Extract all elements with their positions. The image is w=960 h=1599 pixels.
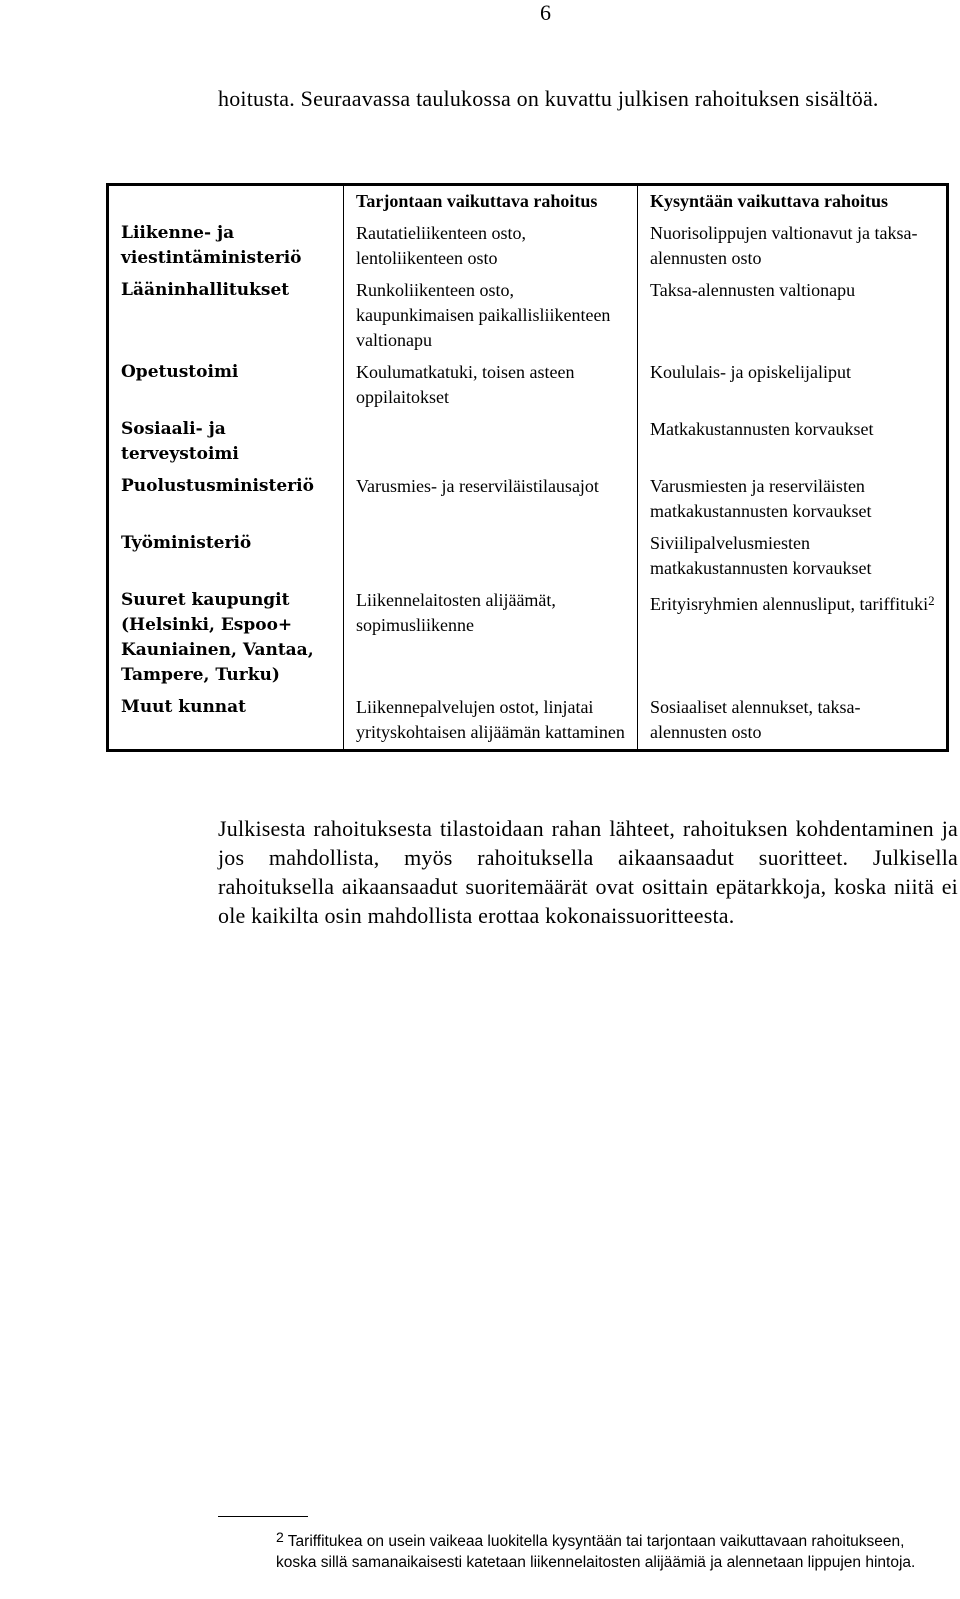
cell-supply: [344, 528, 638, 585]
cell-supply: [344, 414, 638, 471]
cell-demand: Siviilipalvelusmiesten matkakustannusten korvaukset: [638, 528, 948, 585]
cell-demand: [638, 585, 948, 692]
footnote-divider: [218, 1516, 308, 1517]
footnote-marker: 2: [276, 1529, 284, 1545]
header-actor: [108, 185, 344, 219]
cell-actor: Lääninhallitukset: [121, 280, 290, 300]
cell-supply: Varusmies- ja reserviläistilausajot: [344, 471, 638, 528]
cell-demand: Varusmiesten ja reserviläisten matkakustannusten korvaukset: [638, 471, 948, 528]
cell-actor: Liikenne- ja viestintäministeriö: [121, 223, 302, 268]
table-row: [108, 275, 948, 357]
footnote: [276, 1527, 946, 1573]
cell-actor: Työministeriö: [121, 533, 252, 553]
header-demand: Kysyntään vaikuttava rahoitus: [638, 185, 948, 219]
cell-demand: Koululais- ja opiskelijaliput: [638, 357, 948, 414]
cell-supply: Liikennelaitosten alijäämät, sopimusliikenne: [344, 585, 638, 692]
intro-paragraph: hoitusta. Seuraavassa taulukossa on kuvattu julkisen rahoituksen sisältöä.: [218, 86, 879, 111]
cell-supply: Runkoliikenteen osto, kaupunkimaisen paikallisliikenteen valtionapu: [344, 275, 638, 357]
table-row: [108, 218, 948, 275]
table-row: [108, 692, 948, 751]
table-row: [108, 585, 948, 692]
cell-supply: Koulumatkatuki, toisen asteen oppilaitokset: [344, 357, 638, 414]
cell-actor: Puolustusministeriö: [121, 476, 314, 496]
header-supply: Tarjontaan vaikuttava rahoitus: [344, 185, 638, 219]
footnote-text: Tariffitukea on usein vaikeaa luokitella kysyntään tai tarjontaan vaikuttavaan rahoitukseen, koska sillä samanaikaisesti katetaan liikennelaitosten alijäämiä ja alennetaan lippujen hintoja.: [276, 1533, 916, 1571]
cell-supply: Rautatieliikenteen osto, lentoliikenteen osto: [344, 218, 638, 275]
cell-demand: Matkakustannusten korvaukset: [638, 414, 948, 471]
cell-actor: Muut kunnat: [121, 697, 247, 717]
cell-demand: Taksa-alennusten valtionapu: [638, 275, 948, 357]
cell-actor: Suuret kaupungit (Helsinki, Espoo+ Kauniainen, Vantaa, Tampere, Turku): [121, 590, 314, 685]
footnote-reference: 2: [928, 593, 935, 608]
cell-demand-text: Erityisryhmien alennusliput, tariffituki: [650, 594, 929, 614]
cell-demand: Nuorisolippujen valtionavut ja taksa-alennusten osto: [638, 218, 948, 275]
table-row: [108, 528, 948, 585]
cell-demand: Sosiaaliset alennukset, taksa-alennusten osto: [638, 692, 948, 751]
cell-actor: Opetustoimi: [121, 362, 239, 382]
cell-supply: Liikennepalvelujen ostot, linjatai yrityskohtaisen alijäämän kattaminen: [344, 692, 638, 751]
table-row: [108, 357, 948, 414]
cell-actor: Sosiaali- ja terveystoimi: [121, 419, 239, 464]
outro-paragraph: Julkisesta rahoituksesta tilastoidaan rahan lähteet, rahoituksen kohdentaminen ja jos mahdollista, myös rahoituksella aikaansaadut suoritteet. Julkisella rahoituksella aikaansaadut suoritemäärät ovat osittain epätarkkoja, koska niitä ei ole kaikilta osin mahdollista erottaa kokonaissuoritteesta.: [218, 816, 958, 928]
funding-table: [106, 183, 949, 752]
table-row: [108, 414, 948, 471]
page-number: 6: [540, 0, 551, 25]
table-header-row: [108, 185, 948, 219]
table-row: [108, 471, 948, 528]
